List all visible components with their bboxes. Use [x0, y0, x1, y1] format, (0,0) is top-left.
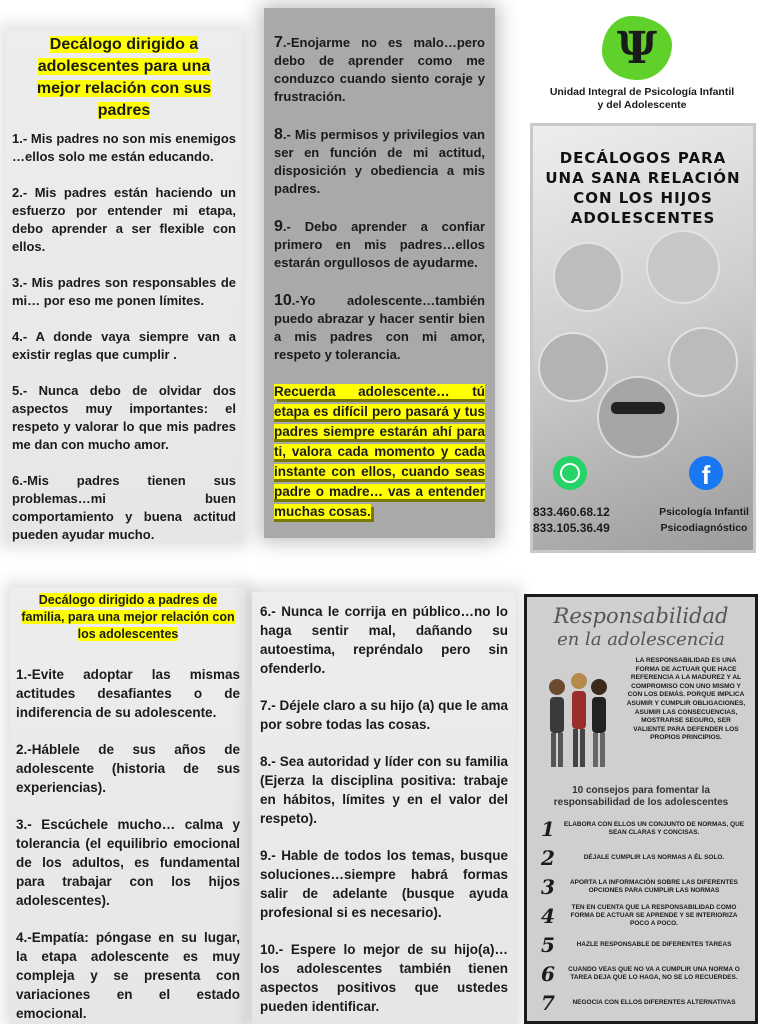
tip-4 — [535, 904, 747, 928]
tips-list — [535, 817, 747, 1015]
cover-title: DECÁLOGOS PARA UNA SANA RELACIÓN CON LOS HIJOS ADOLESCENTES — [545, 149, 741, 227]
teen-item-9 — [274, 218, 485, 272]
cover-panel — [520, 8, 764, 548]
teen-item-8-text: .- Mis permisos y privilegios van ser en función de mi actitud, disposición y obediencia a mis padres. — [274, 127, 485, 196]
parents-decalogue-cont-panel — [252, 592, 516, 1024]
tip-number: 2 — [541, 846, 555, 870]
sunglasses — [611, 402, 665, 414]
parents-item-2: 2.-Háblele de sus años de adolescente (historia de sus experiencias). — [16, 742, 240, 795]
tip-text: NEGOCIA CON ELLOS DIFERENTES ALTERNATIVAS — [572, 999, 736, 1006]
teens-group-illustration — [535, 657, 621, 777]
phone-2[interactable]: 833.105.36.49 — [533, 521, 610, 535]
tip-text: DÉJALE CUMPLIR LAS NORMAS A ÉL SOLO. — [583, 854, 725, 861]
teen-reminder-text: Recuerda adolescente… tú etapa es difícil pero pasará y tus padres siempre estarán ahí para ti, valora cada momento y cada instante con ellos, cuando seas padre o madre… vas a entender muchas cosas. — [274, 384, 485, 519]
teen-item-10-text: .-Yo adolescente…también puedo abrazar y hacer sentir bien a mis padres con mi amor, respeto y tolerancia. — [274, 293, 485, 362]
tip-7 — [535, 991, 747, 1015]
teen-item-8 — [274, 126, 485, 198]
teen-face — [669, 328, 737, 396]
parents-item-4: 4.-Empatía: póngase en su lugar, la etapa adolescente es muy compleja y se presenta con variaciones en el estado emocional. — [16, 930, 240, 1021]
parents-decalogue-panel — [10, 588, 246, 1024]
teen-item-2: 2.- Mis padres están haciendo un esfuerzo por entender mi etapa, debo aprender a ser flexible con ellos. — [12, 185, 236, 254]
teen-item-1: 1.- Mis padres no son mis enemigos …ellos solo me están educando. — [12, 131, 236, 164]
parents-decalogue-title: Decálogo dirigido a padres de familia, para una mejor relación con los adolescentes — [21, 593, 235, 641]
teen-decalogue-cont-panel — [264, 8, 495, 538]
parents-item-10: 10.- Espere lo mejor de su hijo(a)… los adolescentes también tienen aspectos positivos que ustedes pueden identificar. — [260, 942, 508, 1014]
teen-item-8-num: 8 — [274, 126, 283, 143]
facebook-line-2: Psicodiagnóstico — [660, 522, 748, 534]
teen-reminder — [274, 382, 485, 522]
teen-face — [598, 377, 678, 457]
parents-decalogue-title-wrap — [16, 592, 240, 643]
tip-number: 5 — [541, 933, 555, 957]
tip-5 — [535, 933, 747, 957]
facebook-icon[interactable]: f — [689, 456, 723, 490]
facebook-page[interactable] — [651, 504, 757, 536]
parents-item-3: 3.- Escúchele mucho… calma y tolerancia (el equilibrio emocional de los adultos, es fundamental para trabajar con los hijos adolescentes). — [16, 817, 240, 908]
parents-item-6: 6.- Nunca le corrija en público…no lo haga sentir mal, dañando su autoestima, repréndalo pero sin ofenderlo. — [260, 604, 508, 676]
tip-text: TEN EN CUENTA QUE LA RESPONSABILIDAD COMO FORMA DE ACTUAR SE APRENDE Y SE INTERIORIZA POCO A POCO. — [570, 904, 738, 927]
organization-name-line1: Unidad Integral de Psicología Infantil — [549, 86, 735, 98]
teen-item-7-text: .-Enojarme no es malo…pero debo de aprender como me conduzco cuando siento coraje y frustración. — [274, 35, 485, 104]
tip-number: 3 — [541, 875, 555, 899]
psi-logo-icon: Ψ — [616, 22, 658, 74]
responsibility-infographic — [524, 594, 758, 1024]
teen-item-4: 4.- A donde vaya siempre van a existir reglas que cumplir . — [12, 329, 236, 362]
teens-faces-illustration — [533, 222, 753, 462]
teen-item-10-num: 10 — [274, 292, 292, 309]
responsibility-definition: LA RESPONSABILIDAD ES UNA FORMA DE ACTUAR QUE HACE REFERENCIA A LA MADUREZ Y AL COMPROMISO CON UNO MISMO Y CON LOS DEMÁS. PORQUE IMPLICA ASUMIR Y CUMPLIR OBLIGACIONES, ASUMIR LAS CONSECUENCIAS, MOSTRARSE SEGURO, SER VALIENTE PARA DEFENDER LOS PROPIOS PRINCIPIOS. — [626, 657, 746, 742]
parents-item-1: 1.-Evite adoptar las mismas actitudes desafiantes o de indiferencia de su adolescente. — [16, 667, 240, 720]
teen-item-3: 3.- Mis padres son responsables de mi… por eso me ponen límites. — [12, 275, 236, 308]
teen-item-9-text: .- Debo aprender a confiar primero en mis padres…ellos estarán orgullosos de ayudarme. — [274, 219, 485, 270]
tip-3 — [535, 875, 747, 899]
tip-2 — [535, 846, 747, 870]
tips-subtitle: 10 consejos para fomentar la responsabilidad de los adolescentes — [553, 785, 729, 808]
organization-name — [520, 86, 764, 112]
infographic-title — [535, 605, 747, 651]
teen-item-7-num: 7 — [274, 34, 283, 51]
facebook-line-1: Psicología Infantil — [659, 506, 749, 518]
teen-item-10 — [274, 292, 485, 364]
tip-text: APORTA LA INFORMACIÓN SOBRE LAS DIFERENTES OPCIONES PARA CUMPLIR LAS NORMAS — [569, 879, 739, 894]
infographic-title-line1: Responsabilidad — [553, 604, 729, 628]
tip-number: 6 — [541, 962, 555, 986]
tip-6 — [535, 962, 747, 986]
tip-text: HAZLE RESPONSABLE DE DIFERENTES TAREAS — [576, 941, 732, 948]
tip-text: CUANDO VEAS QUE NO VA A CUMPLIR UNA NORMA O TAREA DEJA QUE LO HAGA, NO SE LO RECUERDES. — [568, 966, 740, 981]
tip-number: 4 — [541, 904, 555, 928]
whatsapp-icon[interactable] — [553, 456, 587, 490]
infographic-top — [535, 657, 747, 777]
phone-1[interactable]: 833.460.68.12 — [533, 505, 610, 519]
teen-item-6: 6.-Mis padres tienen sus problemas…mi buen comportamiento y buena actitud pueden ayudar mucho. — [12, 473, 236, 542]
teen-face — [554, 243, 622, 311]
tip-number: 1 — [541, 817, 555, 841]
tip-number: 7 — [541, 991, 555, 1015]
teen-item-7 — [274, 34, 485, 106]
teens-group-photo — [530, 123, 756, 553]
parents-item-7: 7.- Déjele claro a su hijo (a) que le ama por sobre todas las cosas. — [260, 698, 508, 732]
teen-face — [539, 333, 607, 401]
teen-decalogue-title: Decálogo dirigido a adolescentes para una mejor relación con sus padres — [36, 36, 212, 119]
infographic-title-line2: en la adolescencia — [557, 629, 725, 650]
teen-item-9-num: 9 — [274, 218, 283, 235]
teen-item-5: 5.- Nunca debo de olvidar dos aspectos muy importantes: el respeto y valorar lo que mis padres me dan con mucho amor. — [12, 383, 236, 452]
tip-1 — [535, 817, 747, 841]
parents-item-8: 8.- Sea autoridad y líder con su familia (Ejerza la disciplina positiva: trabaje en hábitos, límites y en el valor del respeto). — [260, 754, 508, 826]
parents-item-9: 9.- Hable de todos los temas, busque soluciones…siempre habrá formas salir de adelante (busque ayuda profesional si es necesario). — [260, 848, 508, 920]
teen-decalogue-title-wrap — [32, 34, 216, 122]
teen-face — [647, 231, 719, 303]
organization-name-line2: y del Adolescente — [597, 99, 687, 111]
organization-logo — [602, 16, 672, 80]
teen-decalogue-panel — [6, 30, 242, 542]
tip-text: ELABORA CON ELLOS UN CONJUNTO DE NORMAS, QUE SEAN CLARAS Y CONCISAS. — [563, 821, 745, 836]
phone-numbers — [533, 504, 610, 536]
